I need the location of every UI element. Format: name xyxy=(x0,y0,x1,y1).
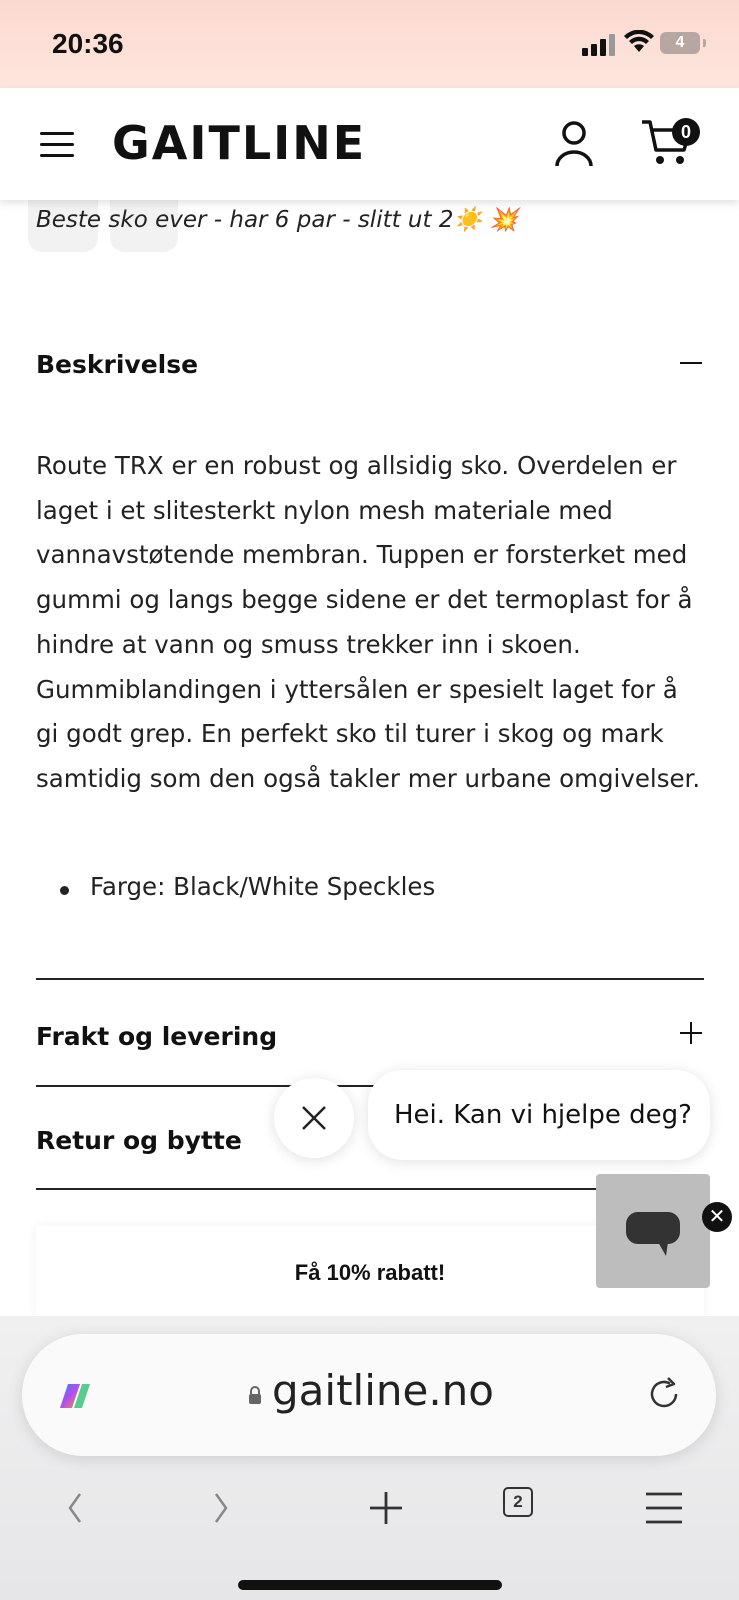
discount-label: Få 10% rabatt! xyxy=(294,1260,446,1285)
list-item: Farge: Black/White Speckles xyxy=(36,872,435,901)
site-logo[interactable]: GAITLINE xyxy=(112,116,367,170)
chat-close-button[interactable] xyxy=(274,1078,354,1158)
home-indicator xyxy=(238,1580,502,1590)
divider xyxy=(36,978,704,980)
cart-count-badge: 0 xyxy=(672,118,700,146)
battery-icon: 4 xyxy=(660,32,700,54)
plus-icon[interactable] xyxy=(680,1022,702,1044)
lock-icon xyxy=(248,1386,262,1404)
site-header xyxy=(0,88,739,200)
chat-greeting-text: Hei. Kan vi hjelpe deg? xyxy=(394,1100,692,1130)
back-icon[interactable] xyxy=(58,1480,118,1536)
minus-icon[interactable] xyxy=(680,352,702,374)
chat-greeting-bubble[interactable] xyxy=(368,1070,710,1160)
wifi-icon xyxy=(624,30,654,54)
user-icon[interactable] xyxy=(554,120,594,168)
chat-bubble-icon xyxy=(596,1174,710,1288)
returns-heading[interactable]: Retur og bytte xyxy=(36,1126,242,1155)
tab-count: 2 xyxy=(503,1487,533,1517)
battery-cap xyxy=(703,39,706,47)
cellular-signal-icon xyxy=(582,34,616,56)
forward-icon[interactable] xyxy=(200,1480,260,1536)
tabs-button[interactable] xyxy=(500,1484,540,1524)
close-icon xyxy=(300,1104,328,1132)
address-bar[interactable] xyxy=(22,1334,716,1456)
reload-icon[interactable] xyxy=(646,1376,682,1412)
close-icon[interactable]: ✕ xyxy=(702,1202,732,1232)
shipping-heading[interactable]: Frakt og levering xyxy=(36,1022,278,1051)
description-heading[interactable]: Beskrivelse xyxy=(36,350,199,379)
status-bar xyxy=(0,0,739,88)
hamburger-menu-icon[interactable] xyxy=(40,132,74,158)
url-text: gaitline.no xyxy=(272,1366,494,1415)
review-text: Beste sko ever - har 6 par - slitt ut 2☀️ 💥 xyxy=(36,207,519,233)
menu-icon[interactable] xyxy=(644,1480,704,1536)
status-time: 20:36 xyxy=(52,28,124,59)
chat-launcher-button[interactable] xyxy=(596,1174,710,1288)
copilot-icon[interactable] xyxy=(54,1378,94,1414)
new-tab-icon[interactable] xyxy=(352,1480,412,1536)
description-bullets xyxy=(36,872,435,901)
description-text: Route TRX er en robust og allsidig sko. Overdelen er laget i et slitesterkt nylon mesh materiale med vannavstøtende membran. Tuppen er forsterket med gummi og langs begge sidene er det termoplast for å hindre at vann og smuss trekker inn i skoen. Gummiblandingen i yttersålen er spesielt laget for å gi godt grep. En perfekt sko til turer i skog og mark samtidig som den også takler mer urbane omgivelser. xyxy=(36,451,701,793)
